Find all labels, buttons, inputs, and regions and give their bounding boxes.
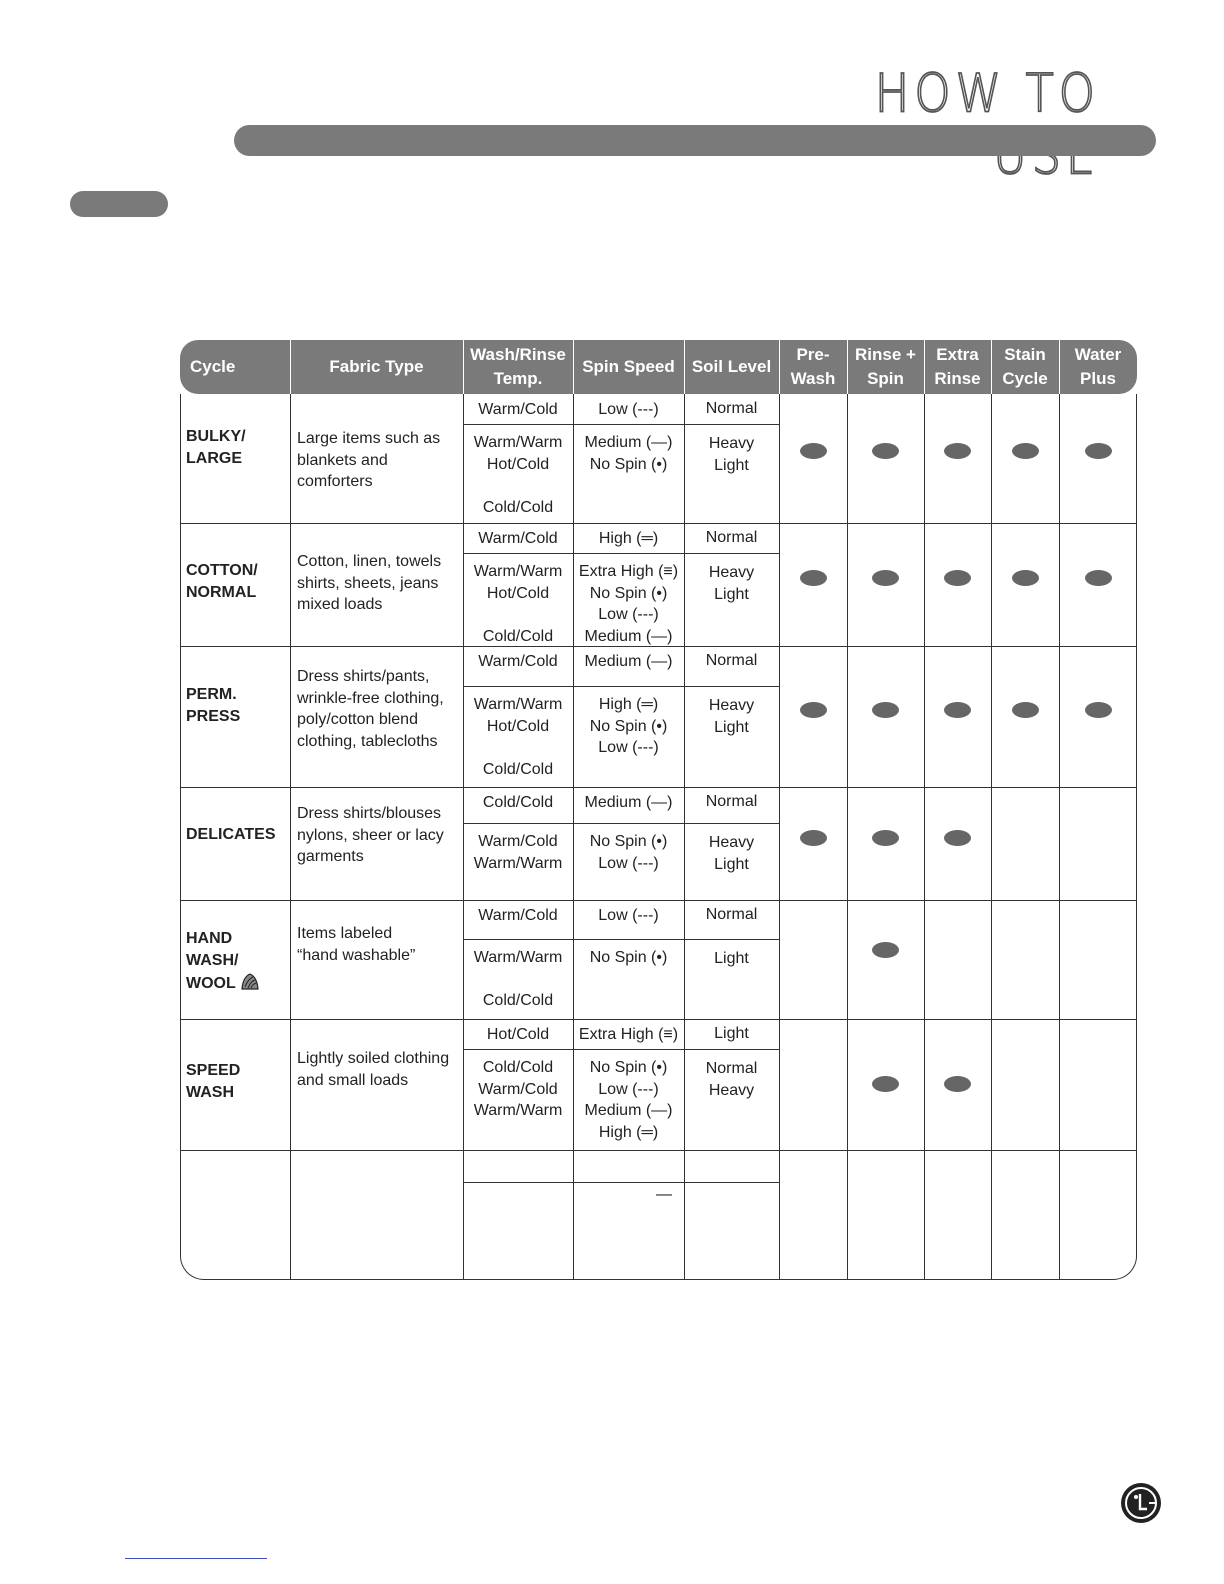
column-divider bbox=[779, 394, 780, 1280]
spin-options: No Spin (•) bbox=[589, 949, 668, 966]
option-available-dot bbox=[800, 830, 827, 846]
option-available-dot bbox=[944, 702, 971, 718]
temp-options: Warm/Warm Hot/Cold Cold/Cold bbox=[473, 434, 563, 516]
temp-default: Warm/Cold bbox=[478, 907, 558, 924]
header-separator bbox=[463, 340, 464, 394]
header-separator bbox=[991, 340, 992, 394]
fabric-type: Lightly soiled clothing and small loads bbox=[297, 1050, 450, 1089]
option-available-dot bbox=[1012, 443, 1039, 459]
soil-default: Normal bbox=[705, 906, 758, 923]
option-available-dot bbox=[872, 702, 899, 718]
header-separator bbox=[684, 340, 685, 394]
spin-default: Low (---) bbox=[598, 907, 659, 924]
header-separator bbox=[1059, 340, 1060, 394]
spin-default: Medium (—) bbox=[584, 794, 673, 811]
spin-options: No Spin (•) Low (---) bbox=[589, 833, 668, 872]
spin-options: Extra High (≡) No Spin (•) Low (---) Medium (—) bbox=[578, 563, 679, 645]
column-divider bbox=[290, 394, 291, 1280]
option-available-dot bbox=[944, 830, 971, 846]
option-available-dot bbox=[872, 443, 899, 459]
header-separator bbox=[290, 340, 291, 394]
option-available-dot bbox=[944, 443, 971, 459]
cycle-name: PERM. PRESS bbox=[186, 686, 241, 725]
cycle-name: SPEED WASH bbox=[186, 1062, 241, 1101]
temp-default: Hot/Cold bbox=[486, 1026, 550, 1043]
cycle-name: COTTON/ NORMAL bbox=[186, 562, 258, 601]
cycle-name: DELICATES bbox=[186, 826, 276, 843]
column-divider bbox=[924, 394, 925, 1280]
fabric-type: Dress shirts/pants, wrinkle-free clothing, poly/cotton blend clothing, tablecloths bbox=[297, 668, 444, 750]
option-available-dot bbox=[944, 570, 971, 586]
temp-default: Warm/Cold bbox=[478, 530, 558, 547]
option-available-dot bbox=[872, 1076, 899, 1092]
option-available-dot bbox=[872, 942, 899, 958]
default-option-divider bbox=[463, 1049, 779, 1050]
soil-options: Heavy Light bbox=[708, 697, 755, 736]
spin-options: High (═) No Spin (•) Low (---) bbox=[589, 696, 668, 756]
row-divider bbox=[180, 900, 1137, 901]
soil-default: Normal bbox=[705, 793, 758, 810]
column-header-extra-rinse: Extra Rinse bbox=[934, 345, 981, 388]
fabric-type: Dress shirts/blouses nylons, sheer or lacy garments bbox=[297, 805, 444, 865]
temp-options: Warm/Warm Cold/Cold bbox=[473, 949, 563, 1009]
option-available-dot bbox=[1085, 702, 1112, 718]
option-available-dot bbox=[800, 702, 827, 718]
header-separator bbox=[924, 340, 925, 394]
row-divider bbox=[180, 1019, 1137, 1020]
column-header-cycle: Cycle bbox=[190, 357, 236, 376]
column-divider bbox=[847, 394, 848, 1280]
wool-yarn-icon bbox=[240, 971, 260, 991]
temp-default: Warm/Cold bbox=[478, 401, 558, 418]
soil-options: Heavy Light bbox=[708, 564, 755, 603]
default-option-divider bbox=[463, 939, 779, 940]
default-option-divider bbox=[463, 1182, 779, 1183]
soil-default: Light bbox=[714, 1025, 749, 1042]
spin-options: — bbox=[656, 1186, 672, 1203]
fabric-type: Large items such as blankets and comforters bbox=[297, 430, 441, 490]
option-available-dot bbox=[1085, 443, 1112, 459]
spin-default: Medium (—) bbox=[584, 653, 673, 670]
cycle-name: BULKY/ LARGE bbox=[186, 428, 246, 467]
spin-default: Extra High (≡) bbox=[578, 1026, 679, 1043]
column-divider bbox=[1059, 394, 1060, 1280]
option-available-dot bbox=[800, 443, 827, 459]
cycle-name: HAND WASH/ WOOL bbox=[186, 928, 288, 995]
soil-default: Normal bbox=[705, 652, 758, 669]
option-available-dot bbox=[1085, 570, 1112, 586]
header-separator bbox=[573, 340, 574, 394]
temp-options: Warm/Cold Warm/Warm bbox=[473, 833, 563, 872]
soil-options: Heavy Light bbox=[708, 435, 755, 474]
column-header-rinse-spin: Rinse + Spin bbox=[855, 345, 916, 388]
spin-default: Low (---) bbox=[598, 401, 659, 418]
default-option-divider bbox=[463, 424, 779, 425]
default-option-divider bbox=[463, 686, 779, 687]
soil-default: Normal bbox=[705, 529, 758, 546]
column-header-spin-speed: Spin Speed bbox=[582, 357, 675, 376]
page-header-title: HOW TO bbox=[874, 62, 1100, 125]
option-available-dot bbox=[872, 570, 899, 586]
option-available-dot bbox=[1012, 702, 1039, 718]
column-divider bbox=[991, 394, 992, 1280]
soil-default: Normal bbox=[705, 400, 758, 417]
option-available-dot bbox=[800, 570, 827, 586]
temp-default: Warm/Cold bbox=[478, 653, 558, 670]
column-header-water-plus: Water Plus bbox=[1074, 345, 1122, 388]
column-header-wash-rinse-temp: Wash/Rinse Temp. bbox=[470, 345, 566, 388]
soil-options: Heavy Light bbox=[708, 834, 755, 873]
temp-default: Cold/Cold bbox=[482, 794, 554, 811]
spin-options: Medium (—) No Spin (•) bbox=[584, 434, 673, 473]
fabric-type: Cotton, linen, towels shirts, sheets, jeans mixed loads bbox=[297, 553, 442, 613]
default-option-divider bbox=[463, 553, 779, 554]
temp-options: Warm/Warm Hot/Cold Cold/Cold bbox=[473, 696, 563, 778]
row-divider bbox=[180, 523, 1137, 524]
default-option-divider bbox=[463, 823, 779, 824]
column-header-stain-cycle: Stain Cycle bbox=[1002, 345, 1048, 388]
spin-default: High (═) bbox=[598, 530, 659, 547]
column-header-soil-level: Soil Level bbox=[691, 357, 772, 376]
footer-link-underline[interactable] bbox=[125, 1558, 267, 1559]
spin-options: No Spin (•) Low (---) Medium (—) High (═) bbox=[584, 1059, 673, 1141]
header-separator bbox=[779, 340, 780, 394]
option-available-dot bbox=[1012, 570, 1039, 586]
soil-options: Light bbox=[714, 950, 749, 967]
column-header-pre-wash: Pre- Wash bbox=[790, 345, 836, 388]
column-header-fabric-type: Fabric Type bbox=[329, 357, 424, 376]
lg-logo-icon bbox=[1120, 1482, 1162, 1524]
option-available-dot bbox=[944, 1076, 971, 1092]
soil-options: Normal Heavy bbox=[705, 1060, 758, 1099]
header-separator bbox=[847, 340, 848, 394]
temp-options: Cold/Cold Warm/Cold Warm/Warm bbox=[473, 1059, 563, 1119]
row-divider bbox=[180, 787, 1137, 788]
temp-options: Warm/Warm Hot/Cold Cold/Cold bbox=[473, 563, 563, 645]
row-divider bbox=[180, 1150, 1137, 1151]
option-available-dot bbox=[872, 830, 899, 846]
fabric-type: Items labeled “hand washable” bbox=[297, 925, 416, 964]
